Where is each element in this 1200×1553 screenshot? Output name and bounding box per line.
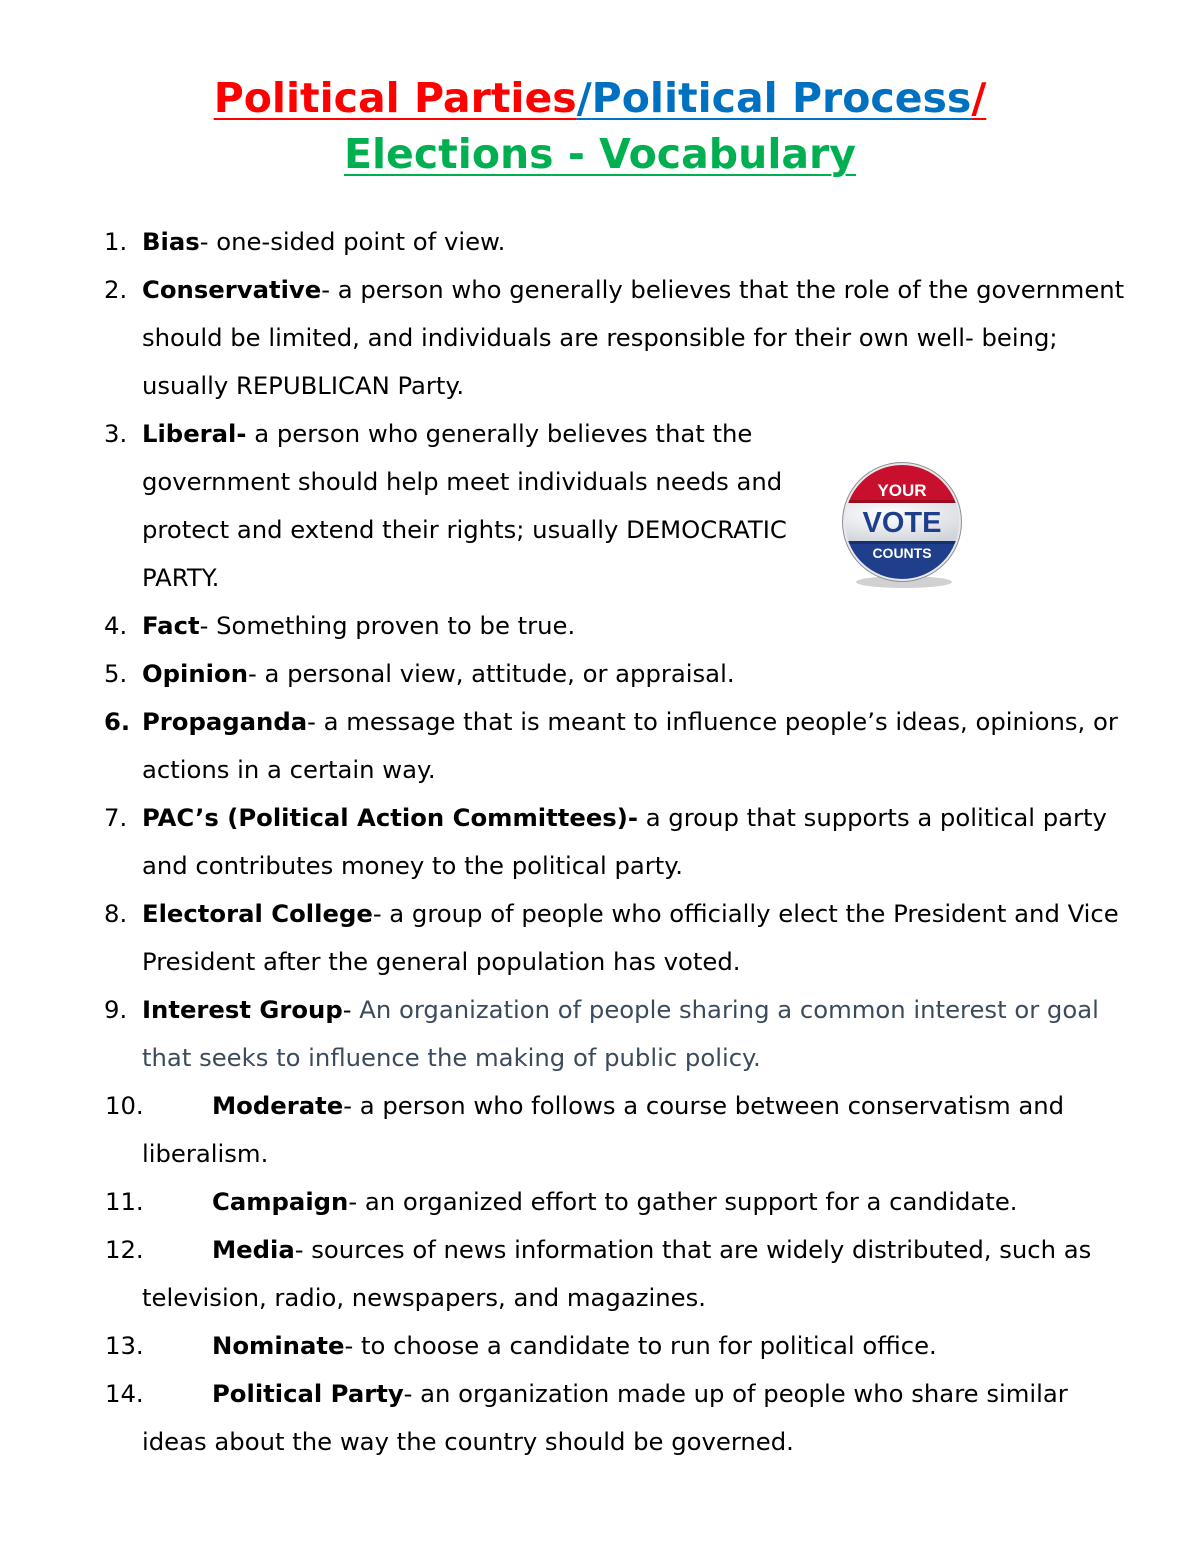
item-number: 6. <box>104 707 131 736</box>
page-title-line-1 <box>0 70 1200 126</box>
vocab-item-media <box>105 1226 1132 1322</box>
item-number: 7. <box>104 803 128 832</box>
badge-vote-text: VOTE <box>862 507 942 539</box>
item-number: 1. <box>104 227 128 256</box>
item-number: 4. <box>104 611 128 640</box>
vocab-item-campaign <box>105 1178 1132 1226</box>
vocabulary-list <box>0 218 1200 1466</box>
vocab-definition: - a message that is meant to influence people’s ideas, opinions, or actions in a certain way. <box>142 707 1118 784</box>
vocab-definition: a group that supports a political party and contributes money to the political party. <box>142 803 1107 880</box>
badge-counts-text: COUNTS <box>872 545 932 561</box>
vocab-term: Interest Group <box>142 995 343 1024</box>
vocab-definition: - Something proven to be true. <box>199 611 576 640</box>
item-number: 14. <box>105 1379 144 1408</box>
vocab-term: Liberal- <box>142 419 247 448</box>
vocab-definition: - an organization made up of people who share similar ideas about the way the country should be governed. <box>142 1379 1068 1456</box>
badge-your-text: YOUR <box>877 481 927 500</box>
item-number: 5. <box>104 659 128 688</box>
vocab-item-conservative <box>104 266 1132 410</box>
vocab-term: Opinion <box>142 659 248 688</box>
vocab-definition: - a person who follows a course between conservatism and liberalism. <box>142 1091 1065 1168</box>
vocab-item-nominate <box>105 1322 1132 1370</box>
item-number: 10. <box>105 1091 144 1120</box>
vocab-definition: a person who generally believes that the government should help meet individuals needs and protect and extend their rights; usually DEMOCRATIC PARTY. <box>142 419 787 592</box>
vocab-item-political-party <box>105 1370 1132 1466</box>
vocab-item-pacs <box>104 794 1132 890</box>
vocab-definition: An organization of people sharing a common interest or goal that seeks to influence the making of public policy. <box>142 995 1099 1072</box>
vocab-item-bias <box>104 218 1132 266</box>
item-number: 8. <box>104 899 128 928</box>
item-number: 9. <box>104 995 128 1024</box>
vocab-term: Bias <box>142 227 200 256</box>
title-separator: / <box>576 74 592 122</box>
vote-counts-badge-icon <box>834 456 970 592</box>
vocab-item-liberal <box>104 410 832 602</box>
vocab-term: Moderate <box>212 1091 344 1120</box>
vocab-term: PAC’s (Political Action Committees)- <box>142 803 638 832</box>
item-number: 12. <box>105 1235 144 1264</box>
vocab-definition: - one-sided point of view. <box>199 227 506 256</box>
vocab-term: Propaganda <box>142 707 308 736</box>
vocab-definition: - a group of people who officially elect the President and Vice President after the general population has voted. <box>142 899 1119 976</box>
title-elections-vocabulary: Elections - Vocabulary <box>344 130 856 178</box>
item-number: 3. <box>104 419 128 448</box>
vocab-item-moderate <box>105 1082 1132 1178</box>
vocab-definition: - an organized effort to gather support for a candidate. <box>348 1187 1018 1216</box>
title-political-parties: Political Parties <box>213 74 577 122</box>
vocab-term: Electoral College <box>142 899 373 928</box>
vocab-definition: - a person who generally believes that the role of the government should be limited, and individuals are responsible for their own well- being; usually REPUBLICAN Party. <box>142 275 1125 400</box>
vocab-definition: - to choose a candidate to run for political office. <box>344 1331 937 1360</box>
vocab-term: Conservative <box>142 275 322 304</box>
vocab-term: Media <box>212 1235 295 1264</box>
vocab-definition: - a personal view, attitude, or appraisal. <box>248 659 735 688</box>
item-number: 2. <box>104 275 128 304</box>
page-title-line-2 <box>0 126 1200 182</box>
vocab-term: Political Party <box>212 1379 404 1408</box>
vocab-term: Campaign <box>212 1187 349 1216</box>
vocab-item-opinion <box>104 650 1132 698</box>
item-number: 13. <box>105 1331 144 1360</box>
vocab-term: Nominate <box>212 1331 345 1360</box>
vocab-item-fact <box>104 602 1132 650</box>
vocab-item-interest-group <box>104 986 1132 1082</box>
vocab-definition: - sources of news information that are widely distributed, such as television, radio, newspapers, and magazines. <box>142 1235 1092 1312</box>
item-number: 11. <box>105 1187 144 1216</box>
vocab-item-propaganda <box>104 698 1132 794</box>
vocab-item-electoral-college <box>104 890 1132 986</box>
vocab-definition-dash: - <box>342 995 360 1024</box>
title-separator: / <box>971 74 987 122</box>
title-political-process: Political Process <box>591 74 972 122</box>
vocab-term: Fact <box>142 611 200 640</box>
